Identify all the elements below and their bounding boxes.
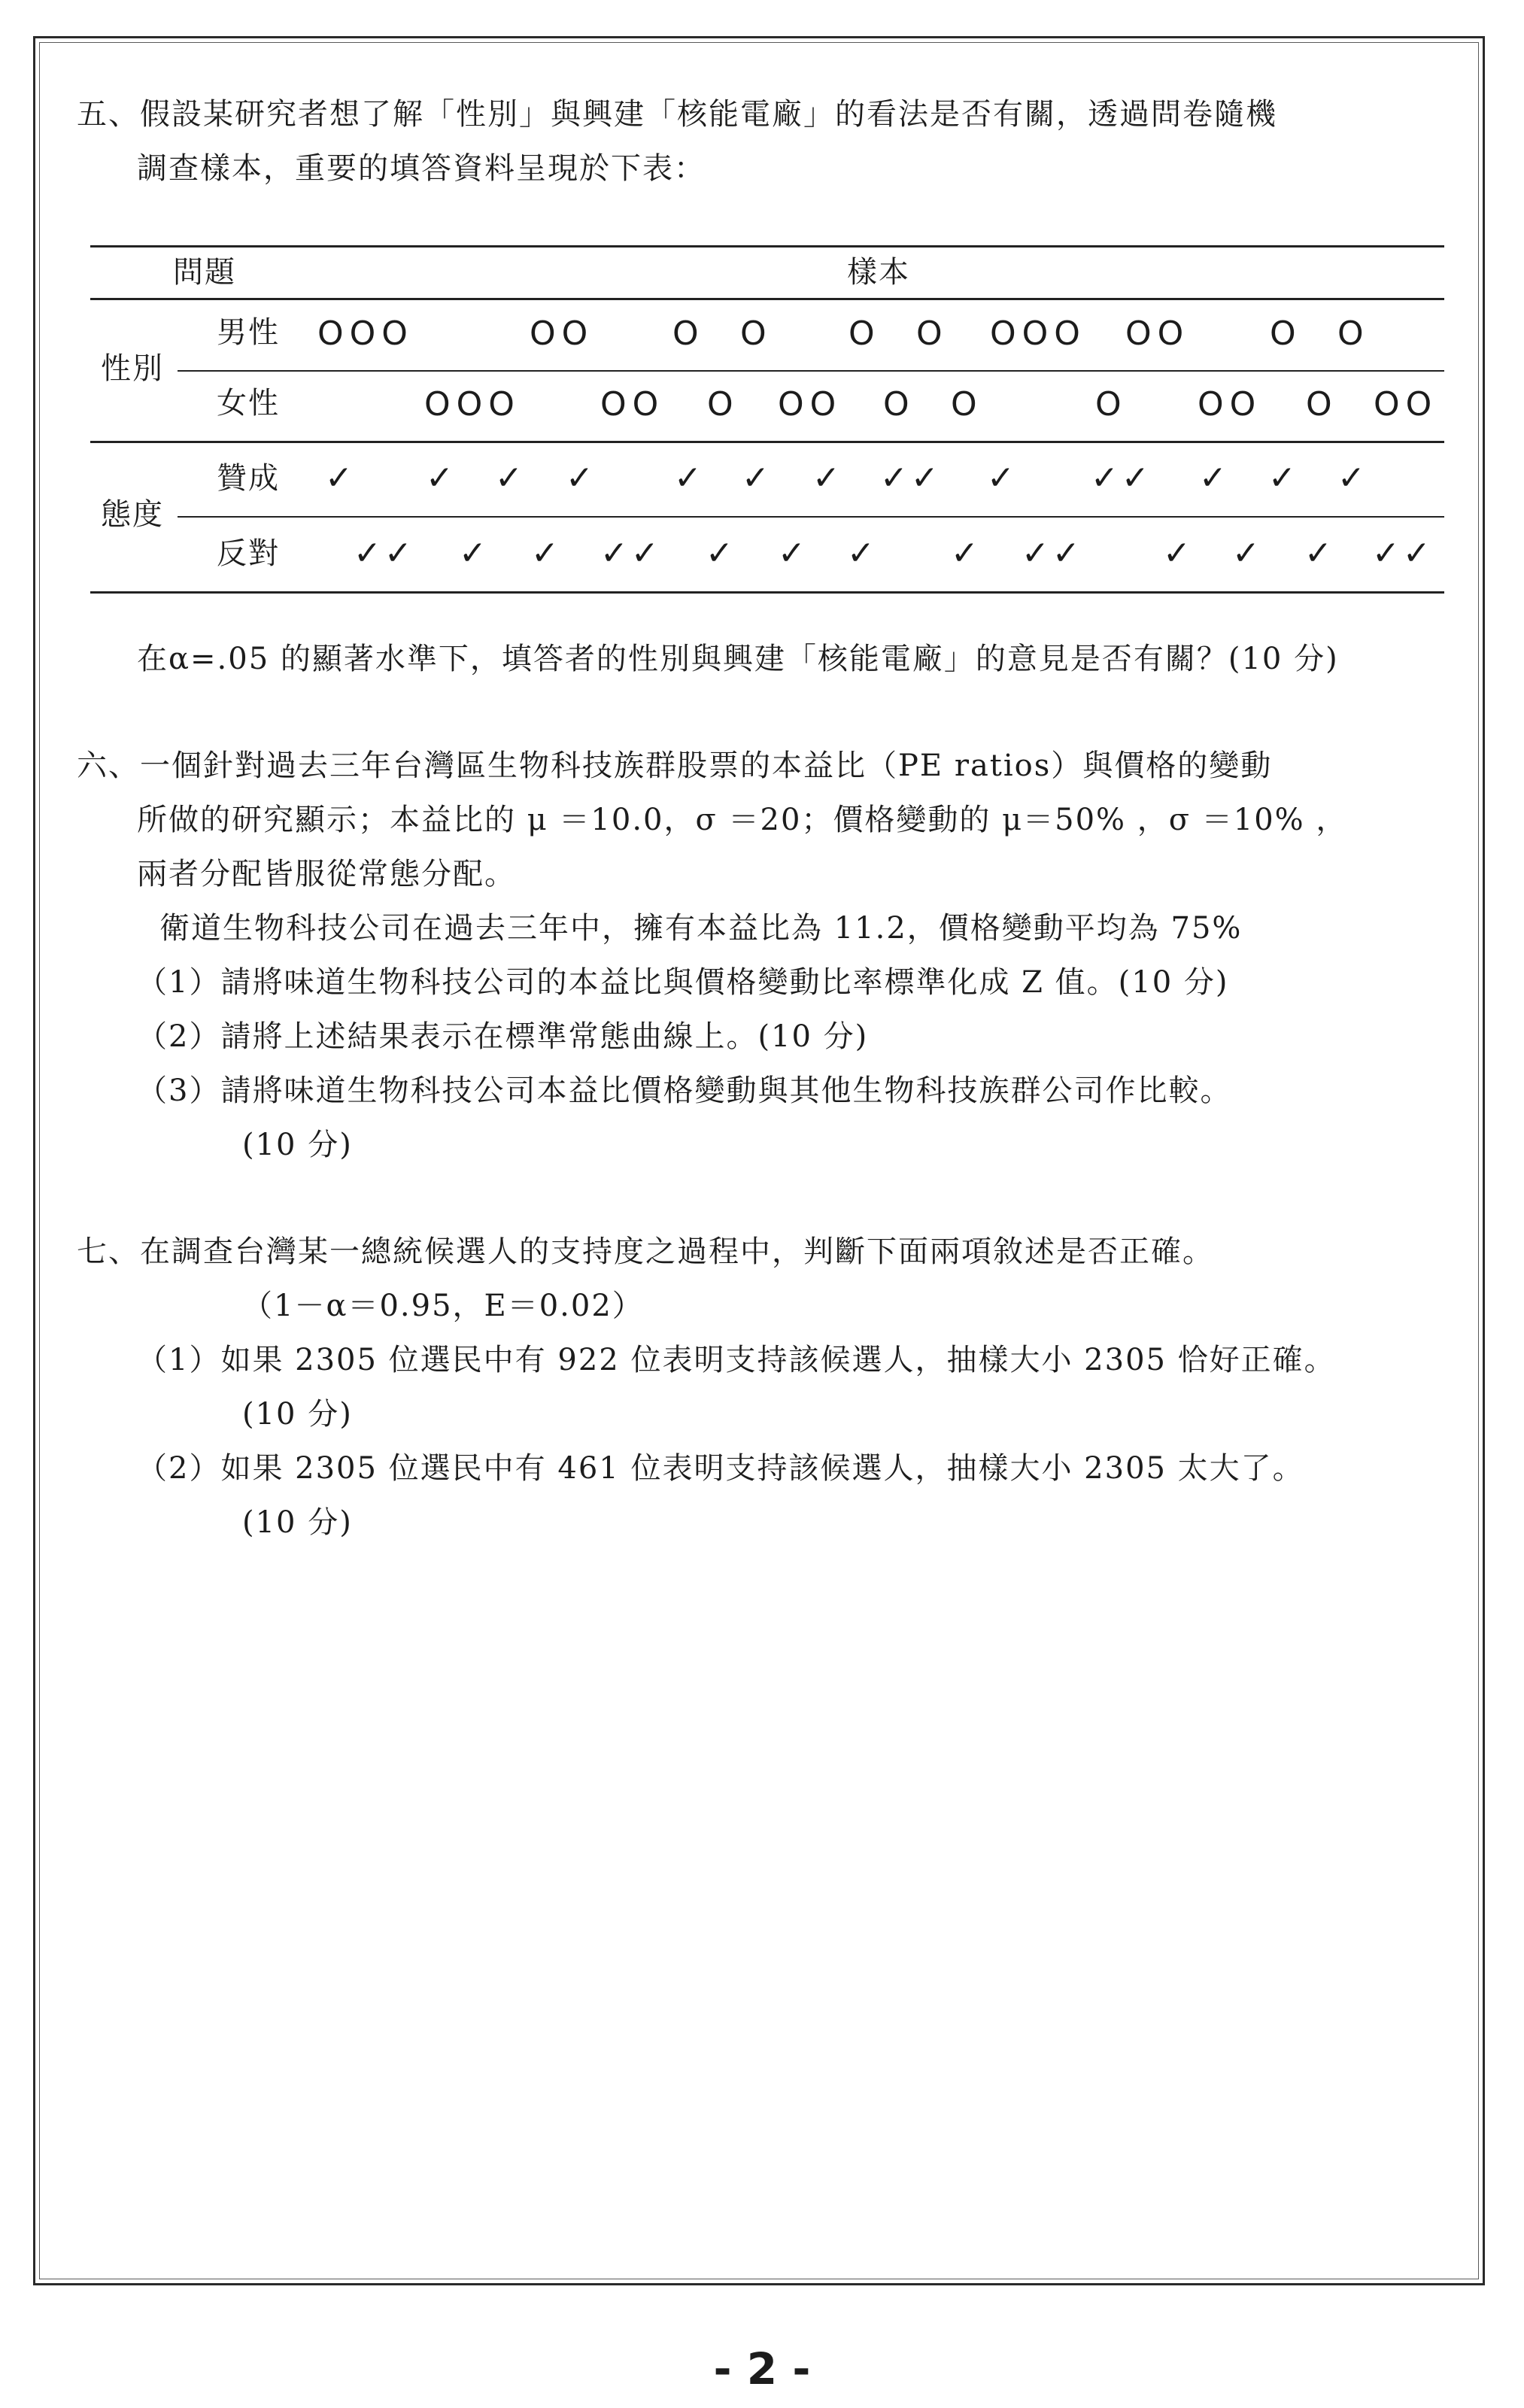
col-sample: 樣本 (847, 255, 910, 290)
favor-mark: ✓ (1337, 459, 1368, 497)
favor-mark: ✓ (426, 459, 457, 497)
q6-sub1: （1）請將味道生物科技公司的本益比與價格變動比率標準化成 Z 值。(10 分) (137, 965, 1229, 1000)
favor-mark: ✓ (987, 459, 1018, 497)
male-mark: O (916, 314, 949, 353)
oppose-mark: ✓ (951, 534, 982, 572)
attitude-divider (178, 516, 1444, 518)
q6-line1: 六、一個針對過去三年台灣區生物科技族群股票的本益比（PE ratios）與價格的變動 (77, 749, 1273, 783)
female-mark: O (1095, 385, 1128, 424)
page-number: - 2 - (713, 2343, 811, 2394)
gender-divider (178, 370, 1444, 372)
q5-line1: 五、假設某研究者想了解「性別」與興建「核能電廠」的看法是否有關，透過問卷隨機 (77, 97, 1277, 132)
q6-sub2: （2）請將上述結果表示在標準常態曲線上。(10 分) (137, 1019, 869, 1054)
attitude-label: 態度 (101, 497, 164, 532)
favor-mark: ✓ (325, 459, 356, 497)
female-mark: O (883, 385, 915, 424)
favor-mark: ✓ (495, 459, 526, 497)
female-mark: OOO (424, 385, 521, 424)
table-bottom-rule (90, 591, 1444, 594)
favor-mark: ✓ (1199, 459, 1230, 497)
table-mid-rule (90, 441, 1444, 443)
favor-mark: ✓✓ (880, 459, 942, 497)
table-top-rule (90, 245, 1444, 247)
q7-sub1: （1）如果 2305 位選民中有 922 位表明支持該候選人，抽樣大小 2305 恰好正確。 (137, 1343, 1336, 1377)
oppose-mark: ✓✓ (1372, 534, 1434, 572)
female-mark: O (1306, 385, 1338, 424)
oppose-mark: ✓ (459, 534, 490, 572)
q5-question: 在α=.05 的顯著水準下，填答者的性別與興建「核能電廠」的意見是否有關？(10 分) (137, 642, 1339, 676)
female-mark: OO (1374, 385, 1438, 424)
oppose-mark: ✓✓ (600, 534, 662, 572)
favor-mark: ✓ (674, 459, 705, 497)
q7-sub1-score: (10 分) (242, 1397, 353, 1432)
oppose-mark: ✓ (706, 534, 736, 572)
q6-line4: 衛道生物科技公司在過去三年中，擁有本益比為 11.2，價格變動平均為 75% (159, 911, 1243, 946)
male-mark: OO (530, 314, 594, 353)
female-mark: OO (1198, 385, 1262, 424)
q6-sub3: （3）請將味道生物科技公司本益比價格變動與其他生物科技族群公司作比較。 (137, 1073, 1232, 1108)
oppose-mark: ✓ (1304, 534, 1335, 572)
male-mark: OOO (317, 314, 414, 353)
table-header-rule (90, 298, 1444, 300)
male-mark: O (1337, 314, 1370, 353)
oppose-mark: ✓ (1163, 534, 1194, 572)
row-female-label: 女性 (217, 386, 280, 421)
q6-line3: 兩者分配皆服從常態分配。 (137, 857, 516, 891)
oppose-mark: ✓ (847, 534, 878, 572)
q7-line2: （1－α＝0.95，E＝0.02） (242, 1289, 644, 1323)
favor-mark: ✓ (742, 459, 773, 497)
gender-label: 性別 (101, 351, 164, 386)
female-mark: O (707, 385, 739, 424)
oppose-mark: ✓✓ (354, 534, 415, 572)
oppose-mark: ✓ (1232, 534, 1263, 572)
female-mark: OO (600, 385, 665, 424)
q7-sub2-score: (10 分) (242, 1505, 353, 1540)
row-favor-label: 贊成 (217, 461, 280, 496)
q6-sub3-score: (10 分) (242, 1128, 353, 1162)
oppose-mark: ✓✓ (1022, 534, 1083, 572)
q7-line1: 七、在調查台灣某一總統候選人的支持度之過程中，判斷下面兩項敘述是否正確。 (77, 1234, 1214, 1269)
col-question: 問題 (173, 255, 236, 290)
row-male-label: 男性 (217, 315, 280, 350)
male-mark: OO (1125, 314, 1190, 353)
male-mark: OOO (990, 314, 1086, 353)
female-mark: O (951, 385, 983, 424)
male-mark: O (1270, 314, 1302, 353)
row-oppose-label: 反對 (217, 536, 280, 571)
favor-mark: ✓ (1268, 459, 1299, 497)
favor-mark: ✓ (566, 459, 597, 497)
male-mark: O (849, 314, 881, 353)
favor-mark: ✓✓ (1091, 459, 1152, 497)
oppose-mark: ✓ (531, 534, 562, 572)
favor-mark: ✓ (812, 459, 843, 497)
q5-line2: 調查樣本，重要的填答資料呈現於下表： (137, 151, 706, 186)
female-mark: OO (778, 385, 842, 424)
male-mark: O (672, 314, 705, 353)
q7-sub2: （2）如果 2305 位選民中有 461 位表明支持該候選人，抽樣大小 2305 太大了。 (137, 1451, 1304, 1486)
oppose-mark: ✓ (778, 534, 809, 572)
male-mark: O (740, 314, 773, 353)
q6-line2: 所做的研究顯示；本益比的 μ ＝10.0，σ ＝20；價格變動的 μ＝50% ，σ ＝10% ， (137, 803, 1348, 837)
